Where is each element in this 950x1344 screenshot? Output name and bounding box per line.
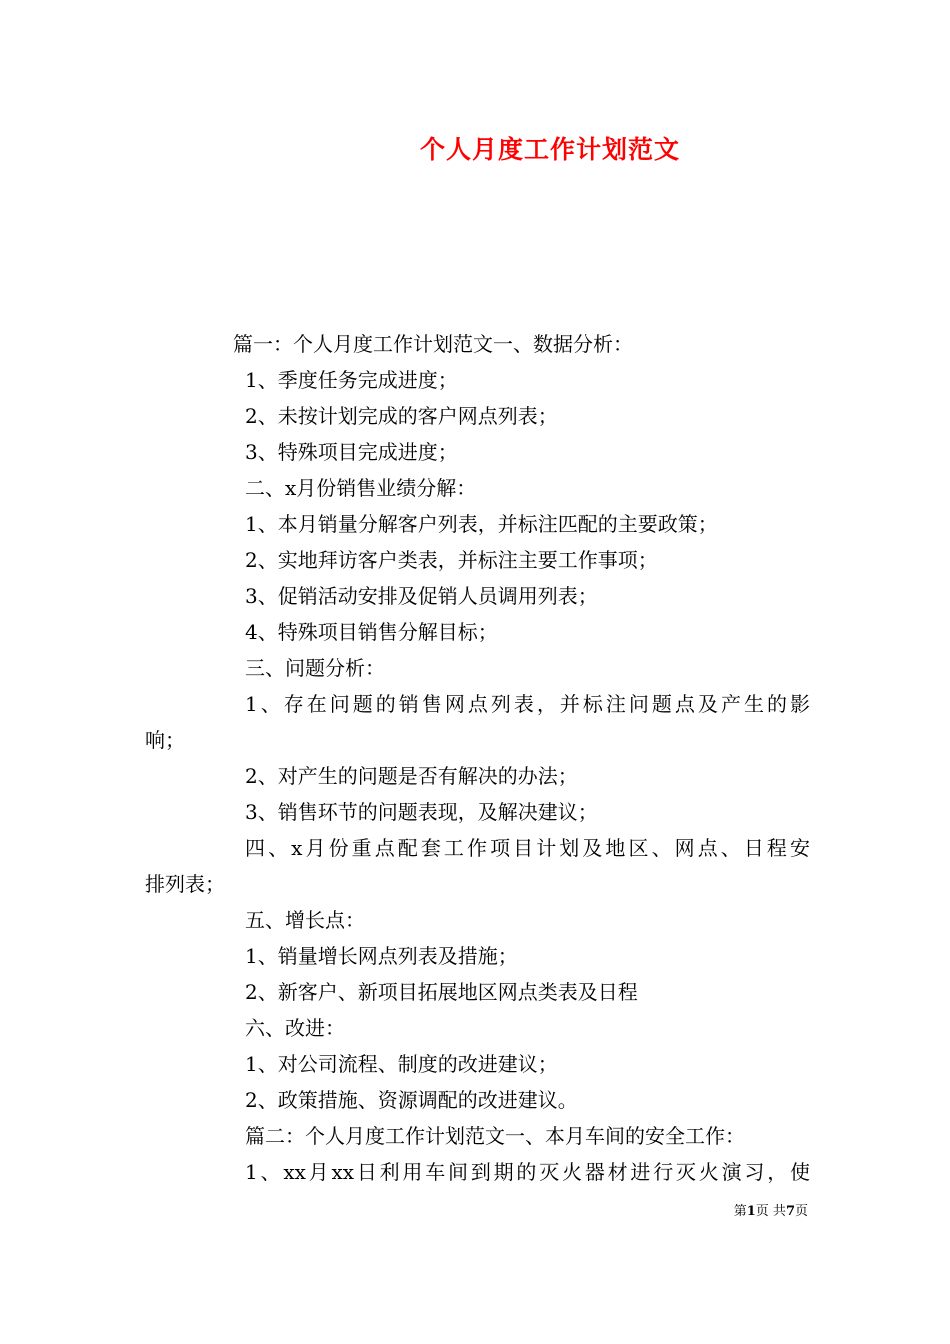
body-line: 3、特殊项目完成进度； — [245, 440, 458, 464]
body-line: 响； — [145, 728, 185, 752]
body-line: 二、x月份销售业绩分解： — [245, 476, 477, 500]
body-line: 2、新客户、新项目拓展地区网点类表及日程 — [245, 980, 638, 1004]
body-line: 1、xx月xx日利用车间到期的灭火器材进行灭火演习，使 — [245, 1160, 810, 1184]
body-line: 4、特殊项目销售分解目标； — [245, 620, 498, 644]
body-line: 1、存在问题的销售网点列表，并标注问题点及产生的影 — [245, 692, 810, 716]
page-footer — [734, 1203, 808, 1221]
body-line: 1、季度任务完成进度； — [245, 368, 458, 392]
document-body — [145, 326, 810, 1190]
footer-middle: 页 共 — [755, 1204, 786, 1219]
footer-prefix: 第 — [733, 1204, 747, 1219]
document-title: 个人月度工作计划范文 — [419, 135, 680, 164]
footer-page-number: 1 — [746, 1204, 756, 1219]
body-line: 1、本月销量分解客户列表，并标注匹配的主要政策； — [245, 512, 718, 536]
body-line: 2、实地拜访客户类表，并标注主要工作事项； — [245, 548, 658, 572]
body-line: 3、销售环节的问题表现，及解决建议； — [245, 800, 598, 824]
body-line: 2、政策措施、资源调配的改进建议。 — [245, 1088, 578, 1112]
body-line: 排列表； — [145, 872, 225, 896]
body-line: 三、问题分析： — [245, 656, 385, 680]
body-line: 3、促销活动安排及促销人员调用列表； — [245, 584, 598, 608]
body-line: 篇二：个人月度工作计划范文一、本月车间的安全工作： — [245, 1124, 745, 1148]
body-line: 六、改进： — [245, 1016, 345, 1040]
body-line: 2、对产生的问题是否有解决的办法； — [245, 764, 578, 788]
body-line: 2、未按计划完成的客户网点列表； — [245, 404, 558, 428]
body-line: 1、销量增长网点列表及措施； — [245, 944, 518, 968]
body-line: 五、增长点： — [245, 908, 365, 932]
body-line: 四、x月份重点配套工作项目计划及地区、网点、日程安 — [245, 836, 810, 860]
body-line: 篇一：个人月度工作计划范文一、数据分析： — [233, 332, 633, 356]
footer-total-pages: 7 — [785, 1204, 795, 1219]
body-line: 1、对公司流程、制度的改进建议； — [245, 1052, 558, 1076]
footer-suffix: 页 — [794, 1204, 808, 1219]
